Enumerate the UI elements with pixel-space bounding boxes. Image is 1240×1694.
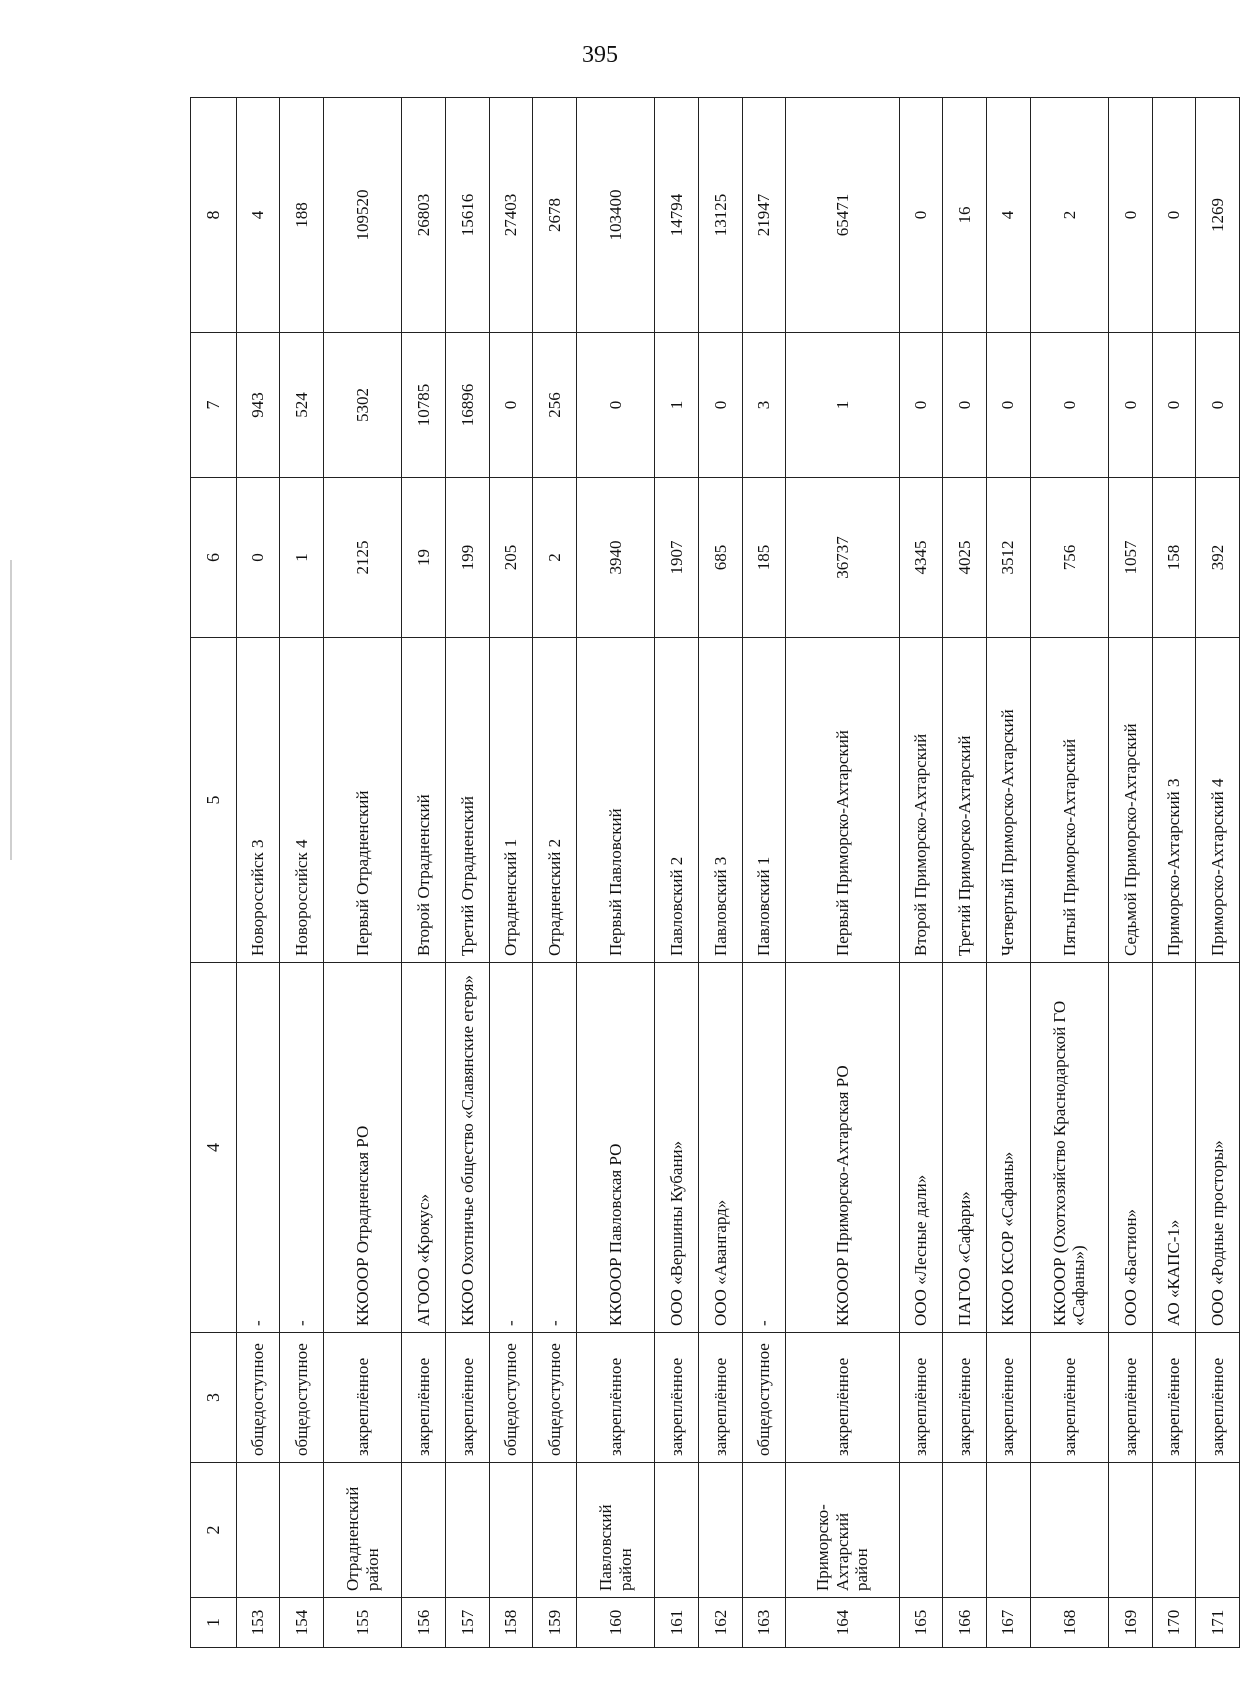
value-col6-cell: 392 — [1196, 478, 1240, 638]
table-row — [402, 98, 446, 1648]
ground-name-cell: Второй Приморско-Ахтарский — [899, 638, 943, 963]
value-col7-cell: 943 — [236, 333, 280, 478]
district-cell: Отрадненский район — [323, 1463, 401, 1598]
ground-name-cell: Новороссийск 4 — [280, 638, 324, 963]
row-number-cell: 170 — [1152, 1598, 1196, 1648]
user-organization-cell: ООО «Авангард» — [699, 963, 743, 1333]
scan-margin-mark — [10, 560, 12, 860]
district-cell — [1109, 1463, 1153, 1598]
district-cell — [402, 1463, 446, 1598]
value-col8-cell: 188 — [280, 98, 324, 333]
user-organization-cell: АГООО «Крокус» — [402, 963, 446, 1333]
ground-type-cell: закреплённое — [1109, 1333, 1153, 1463]
table-body — [236, 98, 1239, 1648]
value-col7-cell: 10785 — [402, 333, 446, 478]
value-col7-cell: 0 — [1196, 333, 1240, 478]
user-organization-cell: ООО «Бастион» — [1109, 963, 1153, 1333]
user-organization-cell: ККОООР (Охотхозяйство Краснодарской ГО «Сафаны») — [1030, 963, 1108, 1333]
district-cell — [1030, 1463, 1108, 1598]
value-col7-cell: 0 — [1152, 333, 1196, 478]
value-col6-cell: 2 — [533, 478, 577, 638]
value-col6-cell: 685 — [699, 478, 743, 638]
value-col8-cell: 26803 — [402, 98, 446, 333]
table-row — [899, 98, 943, 1648]
value-col6-cell: 36737 — [786, 478, 899, 638]
header-cell: 3 — [191, 1333, 237, 1463]
value-col7-cell: 524 — [280, 333, 324, 478]
ground-name-cell: Отрадненский 1 — [489, 638, 533, 963]
district-cell — [446, 1463, 490, 1598]
table-row — [1109, 98, 1153, 1648]
row-number-cell: 159 — [533, 1598, 577, 1648]
row-number-cell: 156 — [402, 1598, 446, 1648]
value-col7-cell: 16896 — [446, 333, 490, 478]
district-cell: Павловский район — [577, 1463, 655, 1598]
value-col6-cell: 1 — [280, 478, 324, 638]
value-col7-cell: 0 — [1109, 333, 1153, 478]
value-col8-cell: 14794 — [655, 98, 699, 333]
value-col7-cell: 0 — [986, 333, 1030, 478]
district-cell — [655, 1463, 699, 1598]
value-col6-cell: 1907 — [655, 478, 699, 638]
ground-name-cell: Седьмой Приморско-Ахтарский — [1109, 638, 1153, 963]
ground-name-cell: Павловский 2 — [655, 638, 699, 963]
ground-name-cell: Четвертый Приморско-Ахтарский — [986, 638, 1030, 963]
user-organization-cell: ООО «Лесные дали» — [899, 963, 943, 1333]
row-number-cell: 160 — [577, 1598, 655, 1648]
ground-name-cell: Новороссийск 3 — [236, 638, 280, 963]
table-row — [533, 98, 577, 1648]
ground-type-cell: общедоступное — [236, 1333, 280, 1463]
value-col8-cell: 103400 — [577, 98, 655, 333]
column-number-row — [191, 98, 237, 1648]
user-organization-cell: ПАГОО «Сафари» — [943, 963, 987, 1333]
row-number-cell: 153 — [236, 1598, 280, 1648]
value-col6-cell: 2125 — [323, 478, 401, 638]
header-cell: 8 — [191, 98, 237, 333]
table-row — [986, 98, 1030, 1648]
district-cell — [986, 1463, 1030, 1598]
table-row — [1030, 98, 1108, 1648]
ground-type-cell: закреплённое — [699, 1333, 743, 1463]
ground-type-cell: закреплённое — [1196, 1333, 1240, 1463]
header-cell: 4 — [191, 963, 237, 1333]
table-row — [280, 98, 324, 1648]
value-col8-cell: 1269 — [1196, 98, 1240, 333]
table-row — [236, 98, 280, 1648]
value-col8-cell: 27403 — [489, 98, 533, 333]
ground-name-cell: Отрадненский 2 — [533, 638, 577, 963]
district-cell — [943, 1463, 987, 1598]
row-number-cell: 155 — [323, 1598, 401, 1648]
value-col6-cell: 4345 — [899, 478, 943, 638]
table-row — [323, 98, 401, 1648]
value-col6-cell: 205 — [489, 478, 533, 638]
district-cell — [742, 1463, 786, 1598]
value-col8-cell: 21947 — [742, 98, 786, 333]
ground-type-cell: закреплённое — [899, 1333, 943, 1463]
district-cell — [899, 1463, 943, 1598]
value-col6-cell: 19 — [402, 478, 446, 638]
row-number-cell: 161 — [655, 1598, 699, 1648]
user-organization-cell: - — [533, 963, 577, 1333]
user-organization-cell: ККОООР Приморско-Ахтарская РО — [786, 963, 899, 1333]
district-cell — [533, 1463, 577, 1598]
value-col8-cell: 0 — [1109, 98, 1153, 333]
row-number-cell: 167 — [986, 1598, 1030, 1648]
value-col7-cell: 0 — [699, 333, 743, 478]
ground-name-cell: Павловский 3 — [699, 638, 743, 963]
user-organization-cell: - — [489, 963, 533, 1333]
district-cell — [699, 1463, 743, 1598]
user-organization-cell: - — [742, 963, 786, 1333]
ground-name-cell: Приморско-Ахтарский 4 — [1196, 638, 1240, 963]
header-cell: 2 — [191, 1463, 237, 1598]
value-col7-cell: 3 — [742, 333, 786, 478]
ground-name-cell: Третий Приморско-Ахтарский — [943, 638, 987, 963]
ground-type-cell: общедоступное — [489, 1333, 533, 1463]
ground-type-cell: закреплённое — [786, 1333, 899, 1463]
hunting-grounds-table — [190, 97, 1240, 1648]
table-row — [786, 98, 899, 1648]
table-row — [446, 98, 490, 1648]
user-organization-cell: ООО «Родные просторы» — [1196, 963, 1240, 1333]
user-organization-cell: ООО «Вершины Кубани» — [655, 963, 699, 1333]
row-number-cell: 163 — [742, 1598, 786, 1648]
ground-type-cell: общедоступное — [533, 1333, 577, 1463]
value-col7-cell: 0 — [577, 333, 655, 478]
value-col7-cell: 256 — [533, 333, 577, 478]
row-number-cell: 165 — [899, 1598, 943, 1648]
rotated-table-container — [190, 98, 1240, 1648]
value-col7-cell: 0 — [899, 333, 943, 478]
table-row — [1196, 98, 1240, 1648]
user-organization-cell: ККОО КСОР «Сафаны» — [986, 963, 1030, 1333]
user-organization-cell: - — [236, 963, 280, 1333]
table-row — [699, 98, 743, 1648]
value-col6-cell: 3512 — [986, 478, 1030, 638]
value-col7-cell: 1 — [786, 333, 899, 478]
ground-name-cell: Третий Отрадненский — [446, 638, 490, 963]
value-col6-cell: 199 — [446, 478, 490, 638]
table-row — [655, 98, 699, 1648]
value-col7-cell: 5302 — [323, 333, 401, 478]
page-number: 395 — [582, 42, 618, 68]
table-row — [943, 98, 987, 1648]
value-col6-cell: 0 — [236, 478, 280, 638]
table-row — [1152, 98, 1196, 1648]
table-row — [577, 98, 655, 1648]
value-col8-cell: 2678 — [533, 98, 577, 333]
row-number-cell: 166 — [943, 1598, 987, 1648]
value-col6-cell: 756 — [1030, 478, 1108, 638]
value-col8-cell: 0 — [1152, 98, 1196, 333]
table-row — [742, 98, 786, 1648]
value-col8-cell: 16 — [943, 98, 987, 333]
user-organization-cell: ККОООР Павловская РО — [577, 963, 655, 1333]
ground-type-cell: закреплённое — [943, 1333, 987, 1463]
ground-type-cell: закреплённое — [655, 1333, 699, 1463]
district-cell — [489, 1463, 533, 1598]
value-col6-cell: 158 — [1152, 478, 1196, 638]
header-cell: 5 — [191, 638, 237, 963]
header-cell: 7 — [191, 333, 237, 478]
row-number-cell: 157 — [446, 1598, 490, 1648]
district-cell — [280, 1463, 324, 1598]
user-organization-cell: АО «КАПС-1» — [1152, 963, 1196, 1333]
ground-name-cell: Приморско-Ахтарский 3 — [1152, 638, 1196, 963]
value-col8-cell: 0 — [899, 98, 943, 333]
value-col8-cell: 65471 — [786, 98, 899, 333]
ground-type-cell: закреплённое — [1030, 1333, 1108, 1463]
ground-name-cell: Первый Павловский — [577, 638, 655, 963]
value-col8-cell: 4 — [986, 98, 1030, 333]
district-cell — [236, 1463, 280, 1598]
district-cell — [1152, 1463, 1196, 1598]
value-col8-cell: 2 — [1030, 98, 1108, 333]
header-cell: 1 — [191, 1598, 237, 1648]
ground-type-cell: закреплённое — [323, 1333, 401, 1463]
user-organization-cell: ККОООР Отрадненская РО — [323, 963, 401, 1333]
table-row — [489, 98, 533, 1648]
ground-type-cell: общедоступное — [280, 1333, 324, 1463]
ground-type-cell: закреплённое — [986, 1333, 1030, 1463]
value-col7-cell: 1 — [655, 333, 699, 478]
ground-name-cell: Пятый Приморско-Ахтарский — [1030, 638, 1108, 963]
value-col6-cell: 185 — [742, 478, 786, 638]
ground-name-cell: Второй Отрадненский — [402, 638, 446, 963]
value-col6-cell: 3940 — [577, 478, 655, 638]
row-number-cell: 162 — [699, 1598, 743, 1648]
value-col8-cell: 109520 — [323, 98, 401, 333]
district-cell — [1196, 1463, 1240, 1598]
ground-name-cell: Первый Приморско-Ахтарский — [786, 638, 899, 963]
row-number-cell: 169 — [1109, 1598, 1153, 1648]
header-cell: 6 — [191, 478, 237, 638]
user-organization-cell: - — [280, 963, 324, 1333]
value-col6-cell: 1057 — [1109, 478, 1153, 638]
ground-type-cell: общедоступное — [742, 1333, 786, 1463]
value-col8-cell: 4 — [236, 98, 280, 333]
row-number-cell: 168 — [1030, 1598, 1108, 1648]
row-number-cell: 158 — [489, 1598, 533, 1648]
value-col7-cell: 0 — [489, 333, 533, 478]
ground-type-cell: закреплённое — [446, 1333, 490, 1463]
district-cell: Приморско-Ахтарский район — [786, 1463, 899, 1598]
value-col8-cell: 13125 — [699, 98, 743, 333]
row-number-cell: 154 — [280, 1598, 324, 1648]
ground-name-cell: Павловский 1 — [742, 638, 786, 963]
row-number-cell: 164 — [786, 1598, 899, 1648]
row-number-cell: 171 — [1196, 1598, 1240, 1648]
value-col7-cell: 0 — [1030, 333, 1108, 478]
ground-type-cell: закреплённое — [402, 1333, 446, 1463]
ground-type-cell: закреплённое — [577, 1333, 655, 1463]
value-col8-cell: 15616 — [446, 98, 490, 333]
user-organization-cell: ККОО Охотничье общество «Славянские егеря» — [446, 963, 490, 1333]
ground-type-cell: закреплённое — [1152, 1333, 1196, 1463]
value-col6-cell: 4025 — [943, 478, 987, 638]
value-col7-cell: 0 — [943, 333, 987, 478]
ground-name-cell: Первый Отрадненский — [323, 638, 401, 963]
